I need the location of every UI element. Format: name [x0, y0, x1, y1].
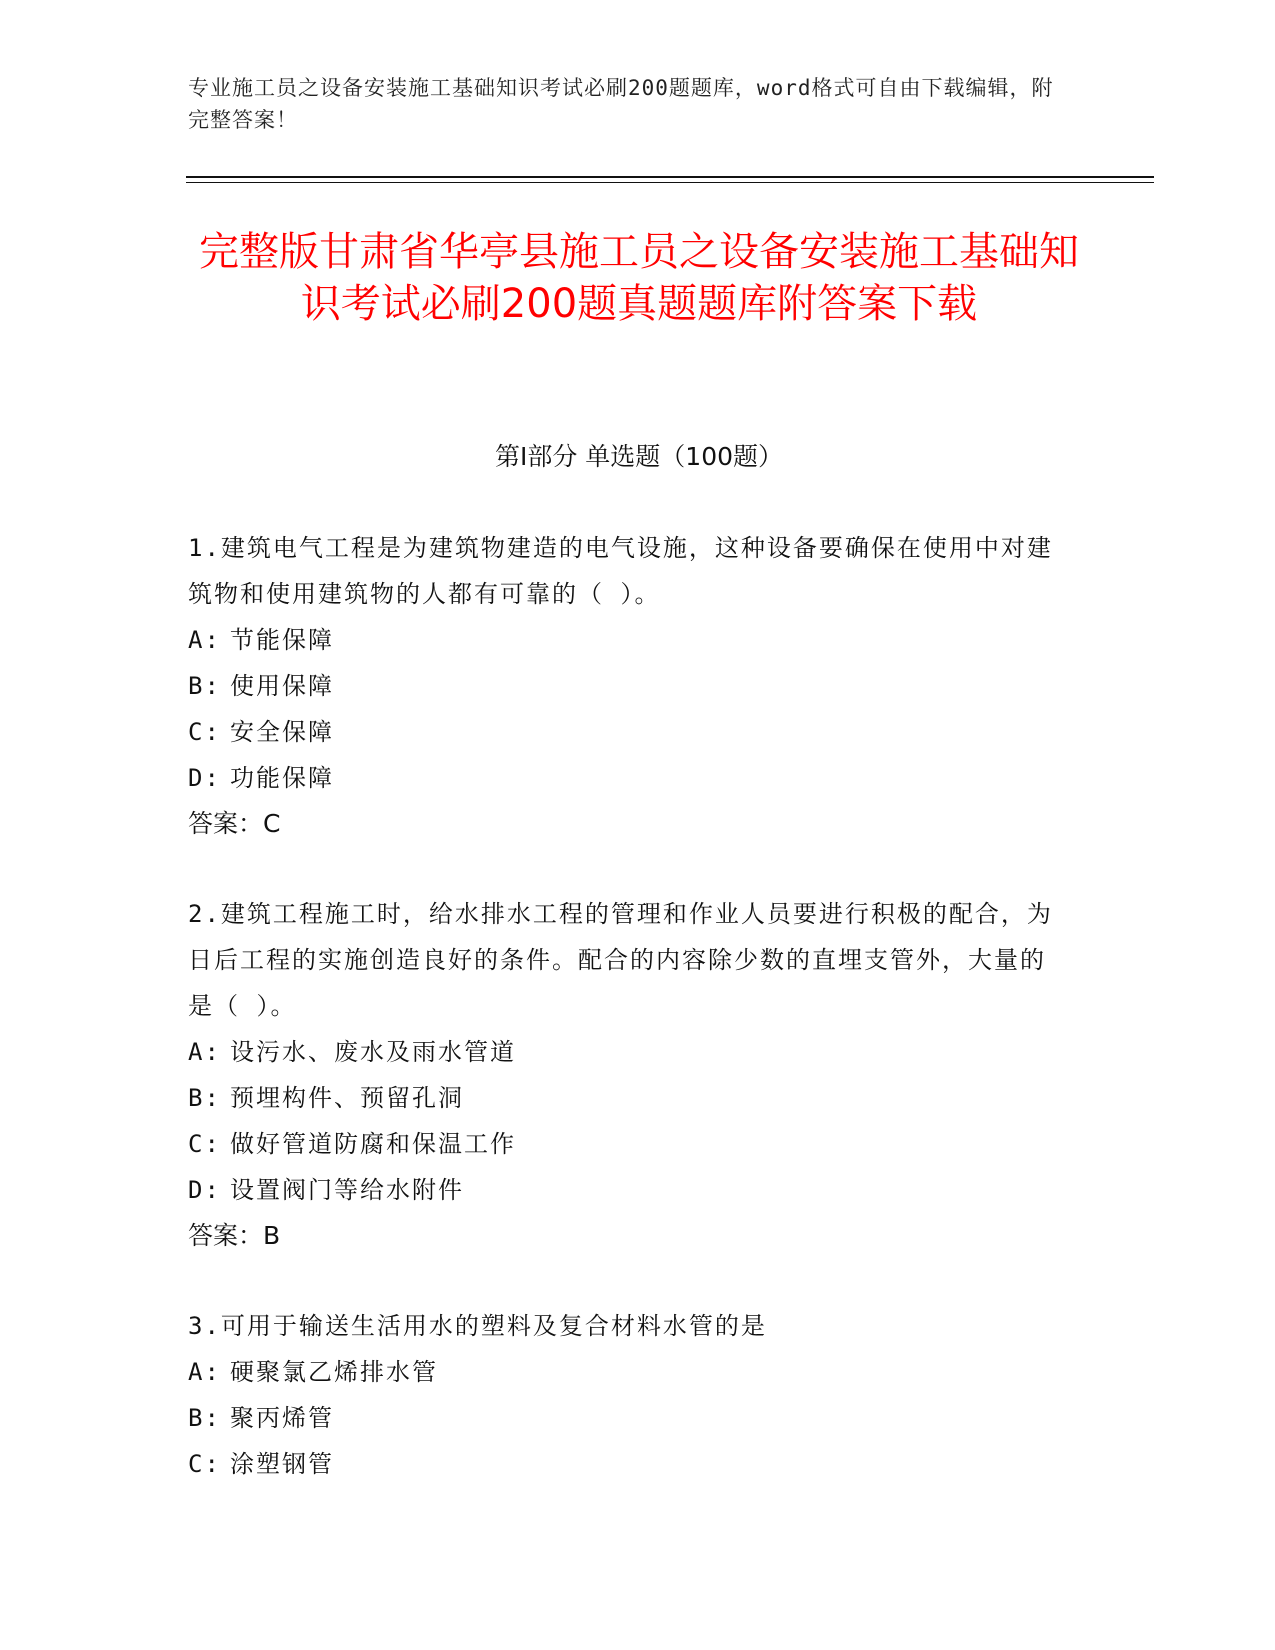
option-b	[188, 1075, 1068, 1121]
option-letter: C:	[188, 1130, 221, 1158]
option-text: 使用保障	[230, 672, 334, 700]
option-a	[188, 1349, 1068, 1395]
header-divider-thin	[186, 182, 1154, 183]
option-d	[188, 755, 1068, 801]
option-d	[188, 1167, 1068, 1213]
option-text: 功能保障	[230, 764, 334, 792]
option-a	[188, 1029, 1068, 1075]
question-3	[188, 1303, 1068, 1487]
question-stem: 3.可用于输送生活用水的塑料及复合材料水管的是	[188, 1312, 767, 1340]
option-letter: A:	[188, 1038, 221, 1066]
option-letter: C:	[188, 1450, 221, 1478]
option-text: 节能保障	[230, 626, 334, 654]
option-text: 安全保障	[230, 718, 334, 746]
question-1	[188, 525, 1068, 847]
option-letter: A:	[188, 1358, 221, 1386]
option-text: 做好管道防腐和保温工作	[230, 1130, 516, 1158]
document-title: 完整版甘肃省华亭县施工员之设备安装施工基础知识考试必刷200题真题题库附答案下载	[199, 229, 1079, 327]
option-letter: D:	[188, 1176, 221, 1204]
option-text: 设置阀门等给水附件	[230, 1176, 464, 1204]
option-text: 硬聚氯乙烯排水管	[230, 1358, 438, 1386]
option-text: 聚丙烯管	[230, 1404, 334, 1432]
option-b	[188, 663, 1068, 709]
option-letter: B:	[188, 1404, 221, 1432]
section-title: 第Ⅰ部分 单选题（100题）	[494, 442, 784, 471]
option-text: 涂塑钢管	[230, 1450, 334, 1478]
option-c	[188, 709, 1068, 755]
option-letter: B:	[188, 1084, 221, 1112]
question-list	[188, 525, 1068, 1531]
option-b	[188, 1395, 1068, 1441]
option-letter: D:	[188, 764, 221, 792]
option-c	[188, 1441, 1068, 1487]
option-text: 设污水、废水及雨水管道	[230, 1038, 516, 1066]
answer-line: 答案：C	[188, 809, 281, 838]
question-stem: 2.建筑工程施工时，给水排水工程的管理和作业人员要进行积极的配合，为日后工程的实施创造良好的条件。配合的内容除少数的直埋支管外，大量的是（ ）。	[188, 900, 1053, 1020]
question-2	[188, 891, 1068, 1259]
question-stem: 1.建筑电气工程是为建筑物建造的电气设施，这种设备要确保在使用中对建筑物和使用建筑物的人都有可靠的（ ）。	[188, 534, 1053, 608]
option-text: 预埋构件、预留孔洞	[230, 1084, 464, 1112]
header-divider-thick	[186, 176, 1154, 178]
option-a	[188, 617, 1068, 663]
option-letter: A:	[188, 626, 221, 654]
header-note: 专业施工员之设备安装施工基础知识考试必刷200题题库，word格式可自由下载编辑，附完整答案！	[188, 76, 1054, 132]
option-c	[188, 1121, 1068, 1167]
answer-line: 答案：B	[188, 1221, 281, 1250]
option-letter: B:	[188, 672, 221, 700]
option-letter: C:	[188, 718, 221, 746]
